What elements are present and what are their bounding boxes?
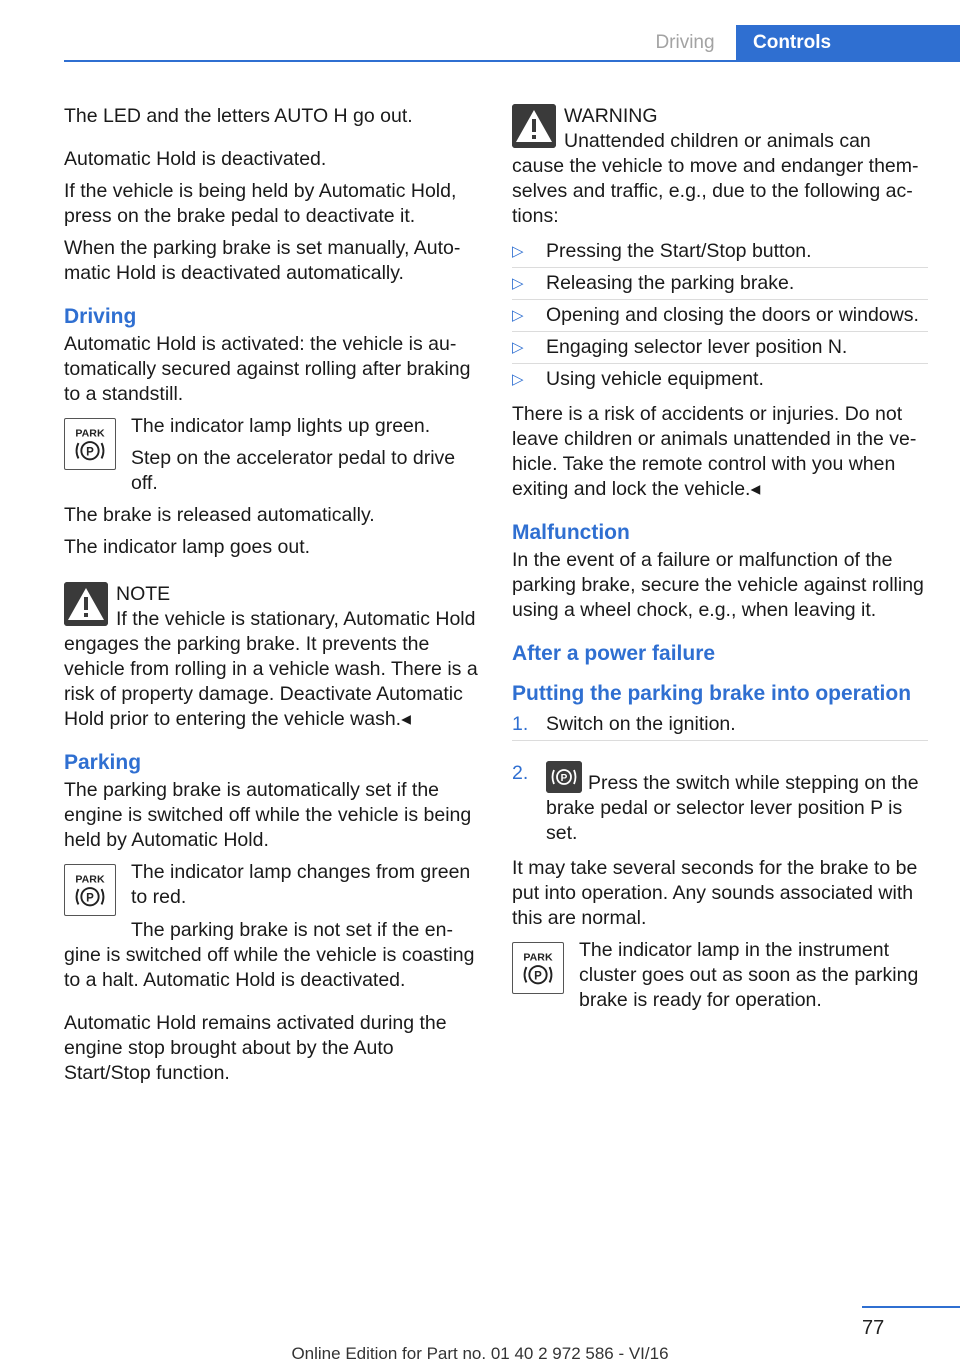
note-text: If the vehicle is stationary, Automatic Hold engages the parking brake. It prevents the vehicle from rolling in a vehicle wash. There is a risk of property damage. Deactivate Automatic Hold prior to entering the vehicle wash.◂ — [64, 608, 478, 730]
svg-text:P: P — [534, 970, 542, 983]
park-indicator-icon — [64, 418, 116, 470]
heading-driving: Driving — [64, 305, 137, 328]
edition-footer: Online Edition for Part no. 01 40 2 972 586 - VI/16 — [291, 1344, 669, 1363]
list-item: ▷ Opening and closing the doors or windows. — [512, 300, 928, 332]
right-column — [512, 104, 928, 1020]
svg-text:P: P — [560, 773, 568, 784]
indicator-block — [64, 860, 480, 918]
paragraph: The indicator lamp goes out. — [64, 536, 311, 558]
heading-parking: Parking — [64, 751, 142, 774]
note-label: NOTE — [116, 583, 171, 605]
parking-brake-switch-icon — [546, 761, 582, 793]
action-list — [512, 236, 928, 395]
indicator-text: The indicator lamp changes from green to red. — [131, 861, 471, 908]
header-tabs — [634, 25, 960, 61]
triangle-bullet-icon: ▷ — [512, 275, 524, 292]
tab-driving[interactable]: Driving — [655, 32, 715, 53]
park-icon-label: PARK — [75, 427, 105, 440]
paragraph: The LED and the letters AUTO H go out. — [64, 105, 413, 127]
footer-rule — [862, 1306, 960, 1308]
warning-label: WARNING — [564, 105, 658, 127]
indicator-block — [512, 938, 928, 1013]
list-item: ▷ Using vehicle equipment. — [512, 368, 764, 390]
svg-text:P: P — [86, 446, 94, 459]
heading-putting-into-operation: Putting the parking brake into operation — [512, 682, 912, 705]
paragraph: It may take several seconds for the brake to be put into operation. Any sounds associated with this are normal. — [512, 857, 918, 929]
triangle-bullet-icon: ▷ — [512, 243, 524, 260]
heading-after-power-failure: After a power failure — [512, 642, 716, 665]
paragraph: In the event of a failure or malfunction of the parking brake, secure the vehicle against rolling using a wheel chock, e.g., when leaving it. — [512, 549, 924, 621]
paragraph: Automatic Hold remains activated during the engine stop brought about by the Auto Start/Stop function. — [64, 1012, 447, 1084]
triangle-bullet-icon: ▷ — [512, 307, 524, 324]
tab-controls[interactable]: Controls — [736, 25, 960, 61]
warning-text: Unattended children or animals can cause the vehicle to move and endanger themselves and traffic, e.g., due to the following actions: — [512, 130, 919, 227]
park-icon-label: PARK — [75, 873, 105, 886]
step-number: 2. — [512, 762, 529, 784]
warning-block — [512, 104, 928, 229]
paragraph: Automatic Hold is deactivated. — [64, 148, 327, 170]
svg-text:P: P — [86, 892, 94, 905]
note-block — [64, 582, 480, 732]
header-rule — [64, 60, 960, 62]
list-item: 1. Switch on the ignition. — [512, 709, 928, 741]
warning-triangle-icon — [512, 104, 556, 148]
paragraph: Automatic Hold is activated: the vehicle is automatically secured against rolling after braking to a standstill. — [64, 333, 471, 405]
list-item: 2. P Press the switch while stepping on the brake pedal or selector lever position P is set. — [512, 762, 919, 844]
paragraph: When the parking brake is set manually, Automatic Hold is deactivated automatically. — [64, 237, 461, 284]
list-item: ▷ Engaging selector lever position N. — [512, 332, 928, 364]
park-icon-label: PARK — [523, 951, 553, 964]
triangle-bullet-icon: ▷ — [512, 339, 524, 356]
indicator-text: Step on the accelerator pedal to drive off. — [131, 447, 456, 494]
step-number: 1. — [512, 713, 529, 735]
page-number: 77 — [862, 1317, 885, 1339]
heading-malfunction: Malfunction — [512, 521, 630, 544]
park-indicator-icon — [64, 864, 116, 916]
park-indicator-icon — [512, 942, 564, 994]
paragraph: There is a risk of accidents or injuries. Do not leave children or animals unattended in the vehicle. Take the remote control with you when exiting and lock the vehicle.◂ — [512, 403, 917, 500]
paragraph: The parking brake is not set if the engine is switched off while the vehicle is coasting to a halt. Automatic Hold is deactivated. — [64, 919, 475, 991]
warning-triangle-icon — [64, 582, 108, 626]
paragraph: The brake is released automatically. — [64, 504, 375, 526]
list-item: ▷ Releasing the parking brake. — [512, 268, 928, 300]
left-column — [64, 104, 480, 1093]
indicator-text: The indicator lamp lights up green. — [131, 415, 431, 437]
triangle-bullet-icon: ▷ — [512, 371, 524, 388]
steps-list — [512, 709, 928, 849]
indicator-text: The indicator lamp in the instrument cluster goes out as soon as the parking brake is ready for operation. — [579, 939, 919, 1011]
paragraph: The parking brake is automatically set if the engine is switched off while the vehicle is being held by Automatic Hold. — [64, 779, 472, 851]
paragraph: If the vehicle is being held by Automatic Hold, press on the brake pedal to deactivate it. — [64, 180, 457, 227]
list-item: ▷ Pressing the Start/Stop button. — [512, 236, 928, 268]
indicator-block — [64, 414, 480, 496]
